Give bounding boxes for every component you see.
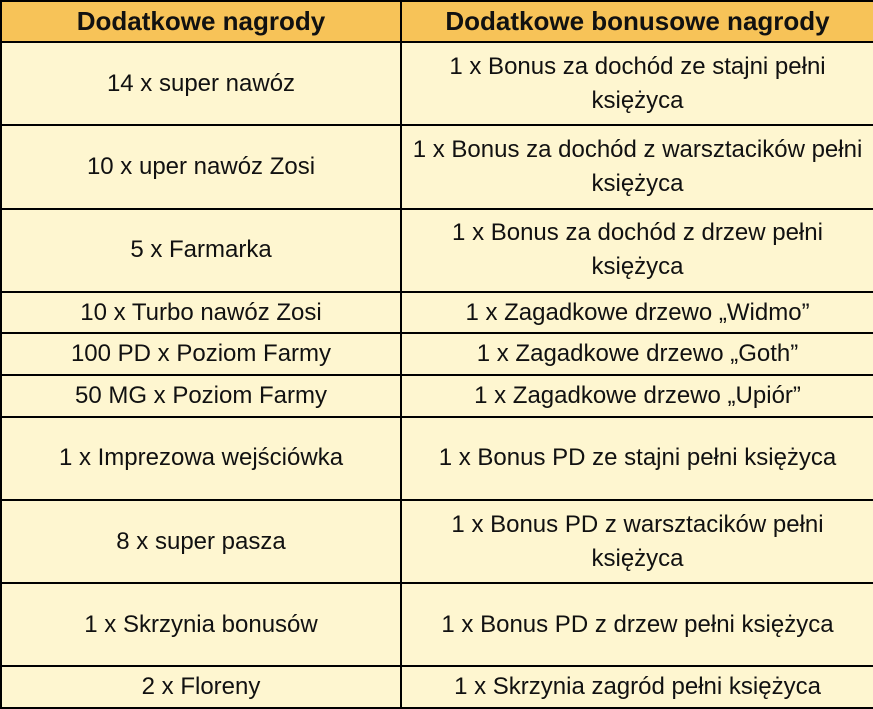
table-row: [1, 375, 873, 417]
bonus-reward-cell: 1 x Zagadkowe drzewo „Widmo”: [401, 292, 873, 334]
column-header-bonus-rewards: Dodatkowe bonusowe nagrody: [401, 1, 873, 42]
reward-cell: 1 x Imprezowa wejściówka: [1, 417, 401, 500]
table-row: [1, 42, 873, 125]
table-row: [1, 292, 873, 334]
reward-cell: 14 x super nawóz: [1, 42, 401, 125]
bonus-reward-cell: 1 x Skrzynia zagród pełni księżyca: [401, 666, 873, 708]
bonus-reward-cell: 1 x Bonus za dochód z drzew pełni księżyca: [401, 209, 873, 292]
reward-cell: 8 x super pasza: [1, 500, 401, 583]
reward-cell: 5 x Farmarka: [1, 209, 401, 292]
table-row: [1, 209, 873, 292]
table-row: [1, 125, 873, 208]
reward-cell: 50 MG x Poziom Farmy: [1, 375, 401, 417]
table-row: [1, 500, 873, 583]
reward-cell: 10 x uper nawóz Zosi: [1, 125, 401, 208]
reward-cell: 2 x Floreny: [1, 666, 401, 708]
bonus-reward-cell: 1 x Bonus PD ze stajni pełni księżyca: [401, 417, 873, 500]
bonus-reward-cell: 1 x Bonus za dochód z warsztacików pełni księżyca: [401, 125, 873, 208]
bonus-reward-cell: 1 x Bonus PD z drzew pełni księżyca: [401, 583, 873, 666]
reward-cell: 100 PD x Poziom Farmy: [1, 333, 401, 375]
bonus-reward-cell: 1 x Zagadkowe drzewo „Goth”: [401, 333, 873, 375]
table-row: [1, 583, 873, 666]
bonus-reward-cell: 1 x Bonus za dochód ze stajni pełni księżyca: [401, 42, 873, 125]
table-row: [1, 333, 873, 375]
table-row: [1, 666, 873, 708]
bonus-reward-cell: 1 x Zagadkowe drzewo „Upiór”: [401, 375, 873, 417]
table-row: [1, 417, 873, 500]
column-header-rewards: Dodatkowe nagrody: [1, 1, 401, 42]
header-row: [1, 1, 873, 42]
reward-cell: 1 x Skrzynia bonusów: [1, 583, 401, 666]
reward-cell: 10 x Turbo nawóz Zosi: [1, 292, 401, 334]
bonus-reward-cell: 1 x Bonus PD z warsztacików pełni księżyca: [401, 500, 873, 583]
